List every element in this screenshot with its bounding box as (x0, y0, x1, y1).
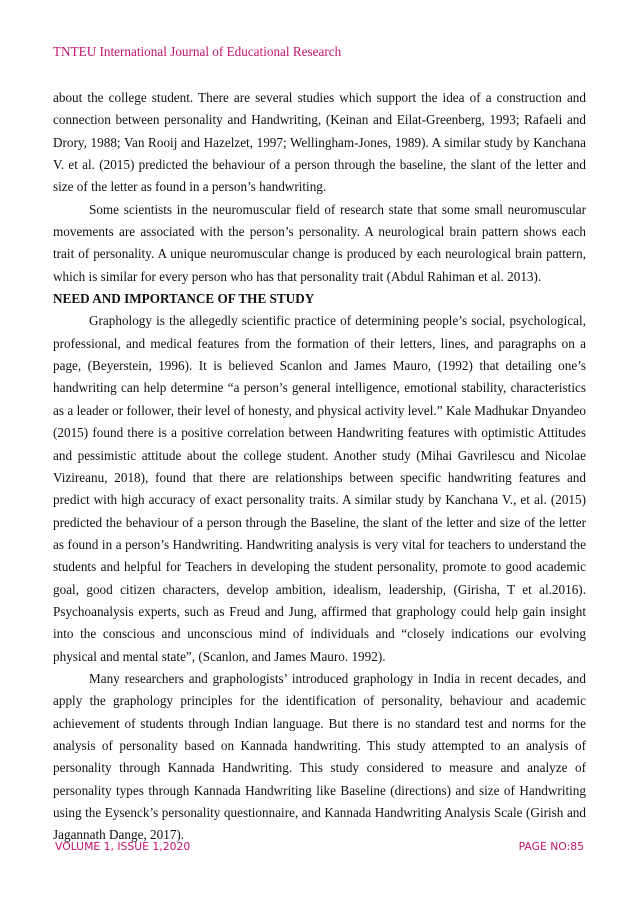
journal-title: TNTEU International Journal of Educational Research (53, 44, 342, 59)
paragraph-graphology: Graphology is the allegedly scientific practice of determining people’s social, psychological, professional, and medical features from the formation of their letters, lines, and paragraphs on a page, (Beyerstein, 1996). It is believed Scanlon and James Mauro, (1992) that detailing one’s handwriting can help determine “a person’s general intelligence, emotional stability, characteristics as a leader or follower, their level of honesty, and physical activity level.” Kale Madhukar Dnyandeo (2015) found there is a positive correlation between Handwriting features with optimistic Attitudes and pessimistic attitude about the college student. Another study (Mihai Gavrilescu and Nicolae Vizireanu, 2018), found that there are relationships between specific handwriting features and predict with high accuracy of exact personality traits. A similar study by Kanchana V., et al. (2015) predicted the behaviour of a person through the Baseline, the slant of the letter and size of the letter as found in a person’s Handwriting. Handwriting analysis is very vital for teachers to understand the students and helpful for Teachers in developing the student personality, promote to good academic goal, good citizen characters, develop ambition, idealism, leadership, (Girisha, T et al.2016). Psychoanalysis experts, such as Freud and Jung, affirmed that graphology could help gain insight into the conscious and unconscious mind of individuals and “closely indications our evolving physical and mental state”, (Scanlon, and James Mauro. 1992). (53, 313, 586, 664)
section-heading: NEED AND IMPORTANCE OF THE STUDY (53, 291, 315, 307)
article-body (53, 87, 586, 847)
paragraph-continuation: about the college student. There are several studies which support the idea of a construction and connection between personality and Handwriting, (Keinan and Eilat-Greenberg, 1993; Rafaeli and Drory, 1988; Van Rooij and Hazelzet, 1997; Wellingham-Jones, 1989). A similar study by Kanchana V. et al. (2015) predicted the behaviour of a person through the baseline, the slant of the letter and size of the letter as found in a person’s handwriting. (53, 90, 586, 195)
footer-page-number: PAGE NO:85 (518, 840, 584, 853)
footer-volume-issue: VOLUME 1, ISSUE 1,2020 (55, 840, 191, 853)
paragraph-researchers: Many researchers and graphologists’ introduced graphology in India in recent decades, and apply the graphology principles for the identification of personality, behaviour and academic achievement of students through Indian language. But there is no standard test and norms for the analysis of personality based on Kannada handwriting. This study attempted to an analysis of personality through Kannada Handwriting. This study considered to measure and analyze of personality types through Kannada Handwriting like Baseline (directions) and size of Handwriting using the Eysenck’s personality questionnaire, and Kannada Handwriting Analysis Scale (Girish and Jagannath Dange, 2017). (53, 670, 586, 843)
paragraph-neuromuscular: Some scientists in the neuromuscular field of research state that some small neuromuscular movements are associated with the person’s personality. A neurological brain pattern shows each trait of personality. A unique neuromuscular change is produced by each neurological brain pattern, which is similar for every person who has that personality trait (Abdul Rahiman et al. 2013). (53, 201, 586, 284)
